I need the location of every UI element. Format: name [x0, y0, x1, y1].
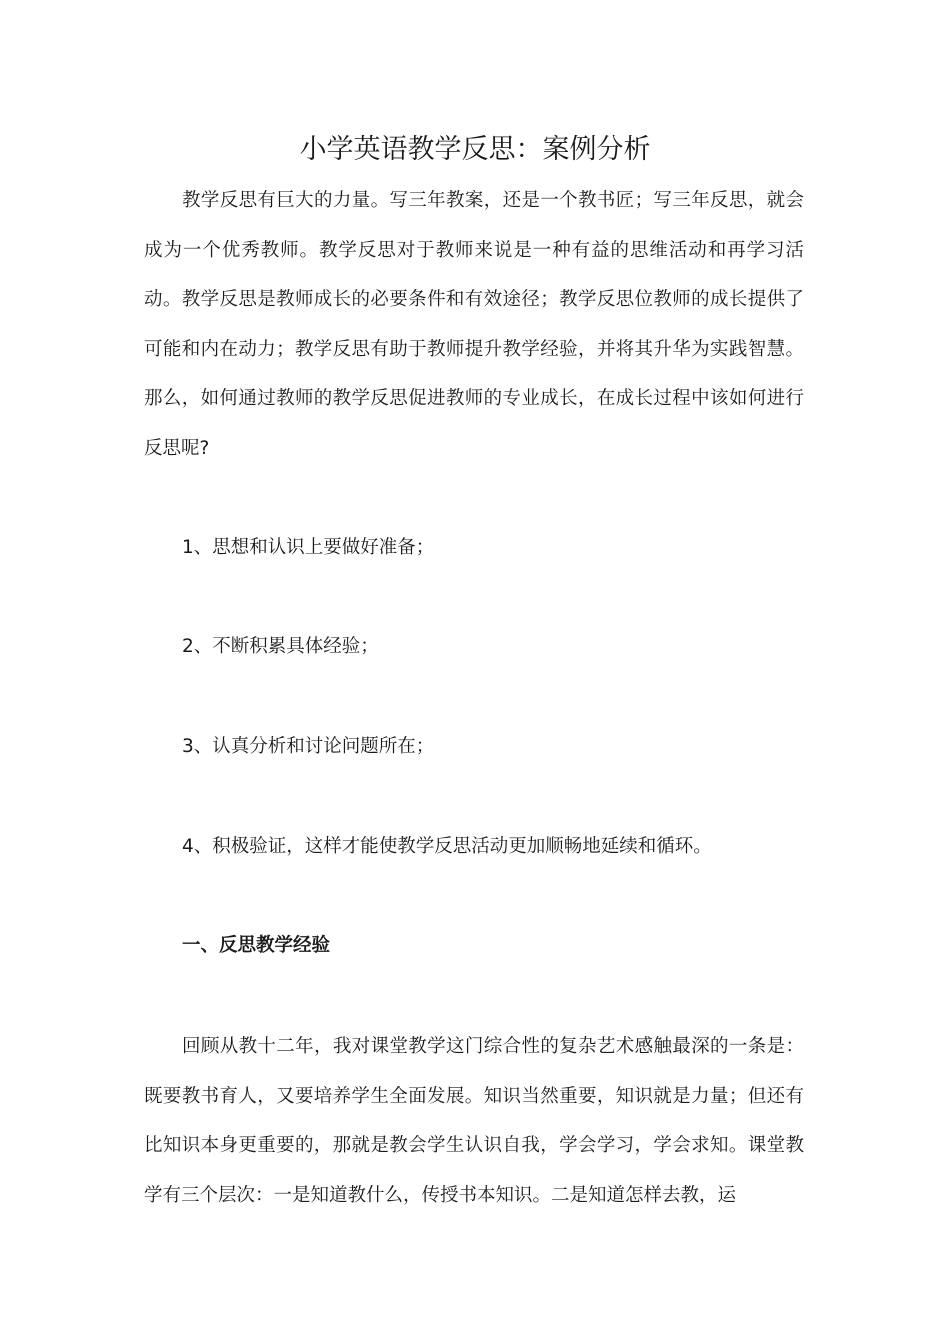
document-title: 小学英语教学反思：案例分析 [299, 134, 651, 165]
list-item-3: 3、认真分析和讨论问题所在； [182, 736, 435, 757]
list-item-1: 1、思想和认识上要做好准备； [182, 537, 435, 558]
section-body-paragraph: 回顾从教十二年，我对课堂教学这门综合性的复杂艺术感触最深的一条是：既要教书育人，又要培养学生全面发展。知识当然重要，知识就是力量；但还有比知识本身更重要的，那就是教会学生认识自我，学会学习，学会求知。课堂教学有三个层次：一是知道教什么，传授书本知识。二是知道怎样去教，运 [144, 1036, 804, 1206]
list-item-4: 4、积极验证，这样才能使教学反思活动更加顺畅地延续和循环。 [182, 836, 712, 857]
intro-paragraph: 教学反思有巨大的力量。写三年教案，还是一个教书匠；写三年反思，就会成为一个优秀教师。教学反思对于教师来说是一种有益的思维活动和再学习活动。教学反思是教师成长的必要条件和有效途径；教学反思位教师的成长提供了可能和内在动力；教学反思有助于教师提升教学经验，并将其升华为实践智慧。那么，如何通过教师的教学反思促进教师的专业成长，在成长过程中该如何进行反思呢? [144, 190, 804, 459]
list-item-2: 2、不断积累具体经验； [182, 636, 379, 657]
section-heading: 一、反思教学经验 [182, 935, 331, 956]
